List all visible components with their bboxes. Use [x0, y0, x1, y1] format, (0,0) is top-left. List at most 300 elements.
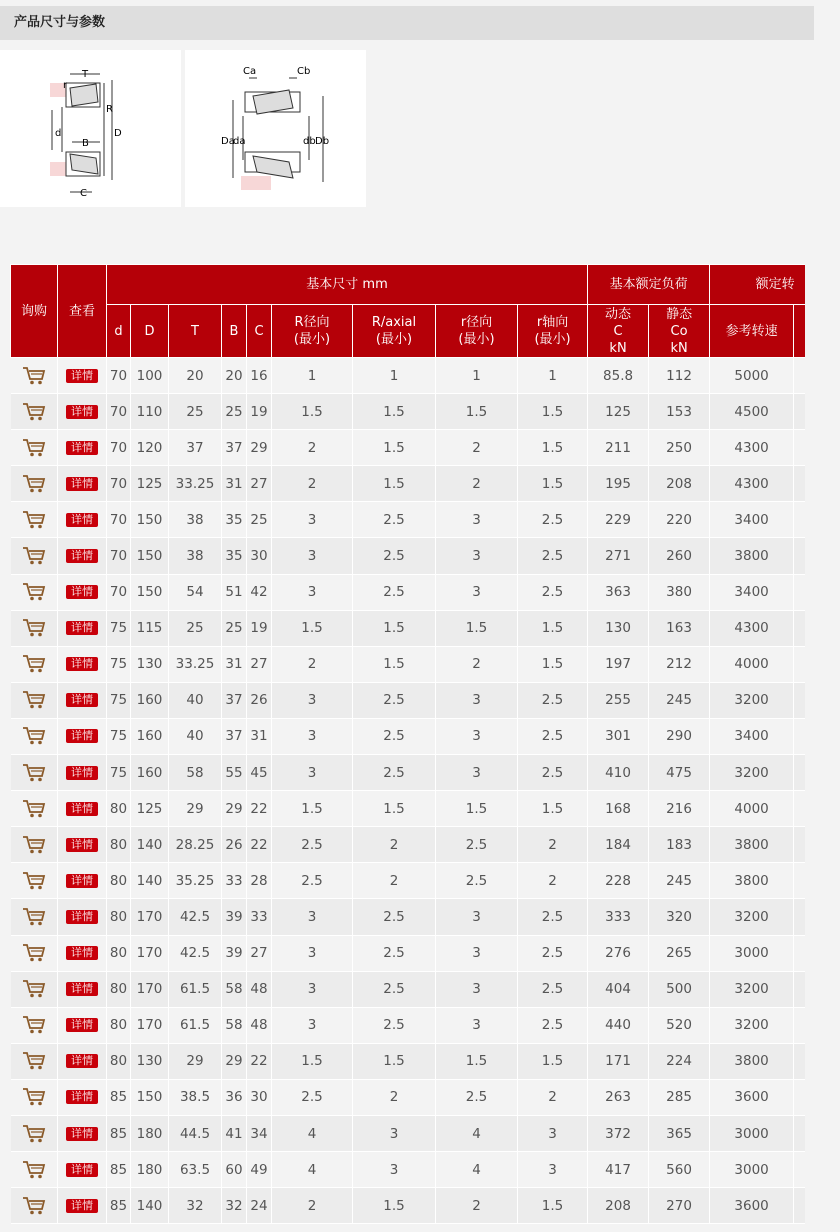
- detail-button[interactable]: 详情: [66, 946, 98, 960]
- cart-icon[interactable]: [22, 474, 46, 494]
- cell-dyn: 228: [588, 863, 649, 899]
- header-view: 查看: [58, 265, 107, 358]
- cell-c: 48: [247, 971, 272, 1007]
- cell-ra: 3: [353, 1115, 436, 1151]
- cell-rr: 3: [436, 755, 518, 791]
- detail-button[interactable]: 详情: [66, 1127, 98, 1141]
- cell-rr: 2: [272, 646, 353, 682]
- cell-speed: 4300: [710, 430, 794, 466]
- cell-b: 39: [222, 899, 247, 935]
- cell-d: 180: [131, 1152, 169, 1188]
- detail-button[interactable]: 详情: [66, 693, 98, 707]
- cell-t: 29: [169, 1043, 222, 1079]
- cell-dyn: 363: [588, 574, 649, 610]
- cell-d: 85: [107, 1079, 131, 1115]
- cell-c: 42: [247, 574, 272, 610]
- table-row: [11, 394, 806, 430]
- cell-dyn: 301: [588, 718, 649, 754]
- cell-ra: 2: [518, 863, 588, 899]
- cell-rr: 1.5: [272, 610, 353, 646]
- cell-speed: 3800: [710, 827, 794, 863]
- cell-b: 26: [222, 827, 247, 863]
- cell-rr: 2: [436, 1188, 518, 1224]
- cell-b: 31: [222, 646, 247, 682]
- cart-icon[interactable]: [22, 510, 46, 530]
- buy-cell: [11, 1007, 58, 1043]
- cart-icon[interactable]: [22, 1196, 46, 1216]
- cell-rr: 1.5: [272, 1043, 353, 1079]
- diagram-label-cb: Cb: [297, 66, 311, 77]
- cell-c: 48: [247, 1007, 272, 1043]
- cell-rr: 3: [436, 574, 518, 610]
- cart-icon[interactable]: [22, 907, 46, 927]
- cell-speed: 3600: [710, 1188, 794, 1224]
- cell-ra: 1: [353, 358, 436, 394]
- detail-button[interactable]: 详情: [66, 910, 98, 924]
- table-row: [11, 935, 806, 971]
- detail-button[interactable]: 详情: [66, 369, 98, 383]
- header-dynamic-load: 动态 C kN: [588, 305, 649, 358]
- cell-dyn: 197: [588, 646, 649, 682]
- detail-button[interactable]: 详情: [66, 1054, 98, 1068]
- table-row: [11, 1152, 806, 1188]
- cell-b: 60: [222, 1152, 247, 1188]
- cell-rr: 2: [436, 646, 518, 682]
- cell-dyn: 404: [588, 971, 649, 1007]
- cell-rr: 3: [272, 1007, 353, 1043]
- cell-stat: 475: [649, 755, 710, 791]
- view-cell: [58, 538, 107, 574]
- cell-rr: 1.5: [272, 791, 353, 827]
- cell-rr: 2.5: [436, 1079, 518, 1115]
- detail-button[interactable]: 详情: [66, 838, 98, 852]
- cell-c: 33: [247, 899, 272, 935]
- header-d-outer: D: [131, 305, 169, 358]
- cell-stat: 290: [649, 718, 710, 754]
- cell-rr: 3: [272, 971, 353, 1007]
- cell-b: 31: [222, 466, 247, 502]
- buy-cell: [11, 1152, 58, 1188]
- cell-stat: 224: [649, 1043, 710, 1079]
- cell-rr: 3: [272, 538, 353, 574]
- cell-speed: 4000: [710, 646, 794, 682]
- cell-rr: 1: [272, 358, 353, 394]
- cell-limit-speed: [794, 1188, 805, 1224]
- buy-cell: [11, 863, 58, 899]
- cell-stat: 216: [649, 791, 710, 827]
- detail-button[interactable]: 详情: [66, 802, 98, 816]
- cell-c: 34: [247, 1115, 272, 1151]
- cell-limit-speed: [794, 646, 805, 682]
- cell-d: 125: [131, 466, 169, 502]
- cell-t: 20: [169, 358, 222, 394]
- cell-speed: 3200: [710, 682, 794, 718]
- cell-d: 70: [107, 394, 131, 430]
- cell-stat: 560: [649, 1152, 710, 1188]
- cell-dyn: 85.8: [588, 358, 649, 394]
- view-cell: [58, 358, 107, 394]
- cell-t: 38: [169, 538, 222, 574]
- cell-t: 40: [169, 682, 222, 718]
- cell-d: 70: [107, 574, 131, 610]
- view-cell: [58, 610, 107, 646]
- cart-icon[interactable]: [22, 546, 46, 566]
- cell-ra: 2.5: [353, 755, 436, 791]
- cart-icon[interactable]: [22, 1087, 46, 1107]
- buy-cell: [11, 394, 58, 430]
- cell-c: 30: [247, 1079, 272, 1115]
- diagram-label-db-inner: db: [303, 136, 316, 147]
- detail-button[interactable]: 详情: [66, 1199, 98, 1213]
- cell-stat: 212: [649, 646, 710, 682]
- cart-icon[interactable]: [22, 871, 46, 891]
- cell-c: 31: [247, 718, 272, 754]
- cell-ra: 2.5: [353, 682, 436, 718]
- cell-limit-speed: [794, 1079, 805, 1115]
- cell-ra: 2: [353, 863, 436, 899]
- cell-rr: 3: [272, 502, 353, 538]
- cart-icon[interactable]: [22, 654, 46, 674]
- cell-b: 36: [222, 1079, 247, 1115]
- buy-cell: [11, 1043, 58, 1079]
- cell-speed: 4000: [710, 791, 794, 827]
- detail-button[interactable]: 详情: [66, 657, 98, 671]
- buy-cell: [11, 682, 58, 718]
- cell-b: 32: [222, 1188, 247, 1224]
- cart-icon[interactable]: [22, 943, 46, 963]
- diagram-label-t: T: [82, 69, 89, 80]
- cell-ra: 2.5: [518, 718, 588, 754]
- buy-cell: [11, 1188, 58, 1224]
- diagram-label-r: r: [63, 80, 68, 91]
- cell-b: 37: [222, 718, 247, 754]
- table-row: [11, 538, 806, 574]
- cell-d: 80: [107, 1007, 131, 1043]
- cell-rr: 2: [272, 430, 353, 466]
- cell-stat: 500: [649, 971, 710, 1007]
- cell-ra: 2.5: [518, 682, 588, 718]
- cell-speed: 4300: [710, 610, 794, 646]
- view-cell: [58, 1079, 107, 1115]
- cell-c: 29: [247, 430, 272, 466]
- detail-button[interactable]: 详情: [66, 1163, 98, 1177]
- cell-t: 29: [169, 791, 222, 827]
- cell-dyn: 255: [588, 682, 649, 718]
- cart-icon[interactable]: [22, 690, 46, 710]
- cell-ra: 1.5: [518, 646, 588, 682]
- cell-rr: 4: [436, 1115, 518, 1151]
- cell-d: 170: [131, 971, 169, 1007]
- cell-t: 58: [169, 755, 222, 791]
- cell-d: 85: [107, 1188, 131, 1224]
- cell-limit-speed: [794, 899, 805, 935]
- cell-dyn: 211: [588, 430, 649, 466]
- view-cell: [58, 1188, 107, 1224]
- cell-d: 130: [131, 646, 169, 682]
- cart-icon[interactable]: [22, 366, 46, 386]
- cell-ra: 2.5: [518, 899, 588, 935]
- detail-button[interactable]: 详情: [66, 1018, 98, 1032]
- cell-d: 170: [131, 899, 169, 935]
- cell-t: 63.5: [169, 1152, 222, 1188]
- detail-button[interactable]: 详情: [66, 766, 98, 780]
- cart-icon[interactable]: [22, 582, 46, 602]
- cell-c: 30: [247, 538, 272, 574]
- cell-ra: 1.5: [353, 466, 436, 502]
- cell-d: 85: [107, 1115, 131, 1151]
- detail-button[interactable]: 详情: [66, 585, 98, 599]
- cell-t: 42.5: [169, 935, 222, 971]
- cell-speed: 3600: [710, 1079, 794, 1115]
- cart-icon[interactable]: [22, 1124, 46, 1144]
- cart-icon[interactable]: [22, 438, 46, 458]
- cell-limit-speed: [794, 682, 805, 718]
- detail-button[interactable]: 详情: [66, 982, 98, 996]
- cell-rr: 3: [272, 574, 353, 610]
- cell-b: 33: [222, 863, 247, 899]
- table-row: [11, 502, 806, 538]
- cell-ra: 2: [353, 827, 436, 863]
- cell-stat: 163: [649, 610, 710, 646]
- cell-rr: 3: [272, 718, 353, 754]
- cell-d: 70: [107, 502, 131, 538]
- cart-icon[interactable]: [22, 763, 46, 783]
- cell-stat: 365: [649, 1115, 710, 1151]
- detail-button[interactable]: 详情: [66, 729, 98, 743]
- cell-d: 75: [107, 718, 131, 754]
- cell-c: 19: [247, 394, 272, 430]
- cell-d: 140: [131, 827, 169, 863]
- table-row: [11, 899, 806, 935]
- cell-stat: 245: [649, 682, 710, 718]
- view-cell: [58, 863, 107, 899]
- table-row: [11, 1079, 806, 1115]
- cell-rr: 3: [436, 502, 518, 538]
- cell-d: 70: [107, 358, 131, 394]
- cell-d: 150: [131, 502, 169, 538]
- cell-limit-speed: [794, 1007, 805, 1043]
- cell-rr: 3: [272, 682, 353, 718]
- buy-cell: [11, 430, 58, 466]
- cell-ra: 1.5: [518, 466, 588, 502]
- bearing-dimension-diagram: [0, 50, 181, 207]
- cell-speed: 3800: [710, 1043, 794, 1079]
- detail-button[interactable]: 详情: [66, 874, 98, 888]
- cell-stat: 380: [649, 574, 710, 610]
- cell-b: 20: [222, 358, 247, 394]
- cell-t: 28.25: [169, 827, 222, 863]
- cell-b: 35: [222, 538, 247, 574]
- table-row: [11, 646, 806, 682]
- cell-t: 37: [169, 430, 222, 466]
- cell-dyn: 171: [588, 1043, 649, 1079]
- cell-ra: 1.5: [518, 394, 588, 430]
- cell-b: 29: [222, 1043, 247, 1079]
- cell-speed: 3800: [710, 538, 794, 574]
- cell-t: 54: [169, 574, 222, 610]
- cell-ra: 2.5: [518, 971, 588, 1007]
- cell-speed: 3400: [710, 574, 794, 610]
- cell-t: 25: [169, 394, 222, 430]
- detail-button[interactable]: 详情: [66, 621, 98, 635]
- view-cell: [58, 646, 107, 682]
- cell-rr: 3: [436, 1007, 518, 1043]
- cell-dyn: 333: [588, 899, 649, 935]
- cell-ra: 2.5: [518, 574, 588, 610]
- cart-icon[interactable]: [22, 726, 46, 746]
- cell-speed: 4300: [710, 466, 794, 502]
- cell-d: 115: [131, 610, 169, 646]
- buy-cell: [11, 791, 58, 827]
- cell-speed: 3400: [710, 718, 794, 754]
- cell-rr: 3: [272, 935, 353, 971]
- cell-rr: 3: [436, 971, 518, 1007]
- detail-button[interactable]: 详情: [66, 549, 98, 563]
- cell-ra: 3: [353, 1152, 436, 1188]
- table-row: [11, 1188, 806, 1224]
- cart-icon[interactable]: [22, 799, 46, 819]
- buy-cell: [11, 827, 58, 863]
- view-cell: [58, 935, 107, 971]
- cell-d: 150: [131, 1079, 169, 1115]
- cell-b: 29: [222, 791, 247, 827]
- view-cell: [58, 466, 107, 502]
- cell-ra: 2.5: [518, 1007, 588, 1043]
- cell-ra: 2: [518, 827, 588, 863]
- table-row: [11, 827, 806, 863]
- diagram-label-d-upper: D: [114, 128, 122, 139]
- cell-ra: 1.5: [353, 430, 436, 466]
- cell-dyn: 125: [588, 394, 649, 430]
- cell-stat: 270: [649, 1188, 710, 1224]
- product-parameter-table-container[interactable]: [10, 264, 805, 1232]
- cart-icon[interactable]: [22, 618, 46, 638]
- cell-t: 38.5: [169, 1079, 222, 1115]
- cell-stat: 250: [649, 430, 710, 466]
- cart-icon[interactable]: [22, 1160, 46, 1180]
- cell-c: 28: [247, 863, 272, 899]
- view-cell: [58, 430, 107, 466]
- detail-button[interactable]: 详情: [66, 1090, 98, 1104]
- cell-t: 38: [169, 502, 222, 538]
- cell-ra: 2.5: [518, 502, 588, 538]
- cart-icon[interactable]: [22, 402, 46, 422]
- buy-cell: [11, 538, 58, 574]
- cell-stat: 265: [649, 935, 710, 971]
- detail-button[interactable]: 详情: [66, 513, 98, 527]
- cell-d: 125: [131, 791, 169, 827]
- cell-b: 35: [222, 502, 247, 538]
- cell-rr: 2.5: [436, 863, 518, 899]
- cell-stat: 260: [649, 538, 710, 574]
- cell-rr: 1: [436, 358, 518, 394]
- cell-t: 40: [169, 718, 222, 754]
- cell-rr: 2.5: [436, 827, 518, 863]
- table-row: [11, 791, 806, 827]
- cell-d: 150: [131, 538, 169, 574]
- cell-c: 27: [247, 935, 272, 971]
- buy-cell: [11, 610, 58, 646]
- cell-t: 44.5: [169, 1115, 222, 1151]
- cell-d: 75: [107, 610, 131, 646]
- buy-cell: [11, 935, 58, 971]
- cart-icon[interactable]: [22, 1015, 46, 1035]
- table-row: [11, 682, 806, 718]
- cell-d: 75: [107, 682, 131, 718]
- cart-icon[interactable]: [22, 1051, 46, 1071]
- cell-speed: 3000: [710, 1115, 794, 1151]
- cell-speed: 3200: [710, 1007, 794, 1043]
- cell-t: 33.25: [169, 646, 222, 682]
- cell-limit-speed: [794, 863, 805, 899]
- cell-limit-speed: [794, 1115, 805, 1151]
- cell-ra: 1: [518, 358, 588, 394]
- table-row: [11, 358, 806, 394]
- cell-ra: 1.5: [353, 1043, 436, 1079]
- mounting-dimension-diagram: [185, 50, 366, 207]
- cell-d: 80: [107, 827, 131, 863]
- cell-ra: 2.5: [518, 755, 588, 791]
- cell-t: 42.5: [169, 899, 222, 935]
- cart-icon[interactable]: [22, 835, 46, 855]
- cell-c: 49: [247, 1152, 272, 1188]
- cell-limit-speed: [794, 538, 805, 574]
- table-row: [11, 1115, 806, 1151]
- buy-cell: [11, 899, 58, 935]
- buy-cell: [11, 502, 58, 538]
- cell-ra: 2: [518, 1079, 588, 1115]
- cell-speed: 3000: [710, 1152, 794, 1188]
- cell-limit-speed: [794, 502, 805, 538]
- cell-d: 80: [107, 899, 131, 935]
- cell-dyn: 410: [588, 755, 649, 791]
- header-c: C: [247, 305, 272, 358]
- view-cell: [58, 1115, 107, 1151]
- cell-b: 37: [222, 682, 247, 718]
- cell-ra: 1.5: [353, 610, 436, 646]
- buy-cell: [11, 358, 58, 394]
- cell-rr: 4: [272, 1152, 353, 1188]
- cell-d: 140: [131, 1188, 169, 1224]
- detail-button[interactable]: 详情: [66, 477, 98, 491]
- header-r-radial: R径向 (最小): [272, 305, 353, 358]
- cell-ra: 1.5: [353, 646, 436, 682]
- cell-t: 33.25: [169, 466, 222, 502]
- cell-rr: 2.5: [272, 1079, 353, 1115]
- cell-rr: 4: [436, 1152, 518, 1188]
- cell-ra: 2.5: [353, 899, 436, 935]
- cell-ra: 3: [518, 1115, 588, 1151]
- cell-d: 80: [107, 971, 131, 1007]
- cell-d: 75: [107, 646, 131, 682]
- table-row: [11, 755, 806, 791]
- buy-cell: [11, 971, 58, 1007]
- cell-rr: 1.5: [436, 610, 518, 646]
- cell-rr: 2: [272, 466, 353, 502]
- detail-button[interactable]: 详情: [66, 441, 98, 455]
- header-basic-dimensions: 基本尺寸 mm: [107, 265, 588, 305]
- buy-cell: [11, 646, 58, 682]
- cell-rr: 2.5: [272, 863, 353, 899]
- detail-button[interactable]: 详情: [66, 405, 98, 419]
- cart-icon[interactable]: [22, 979, 46, 999]
- view-cell: [58, 971, 107, 1007]
- cell-d: 80: [107, 935, 131, 971]
- table-row: [11, 1043, 806, 1079]
- cell-rr: 3: [436, 682, 518, 718]
- cell-dyn: 417: [588, 1152, 649, 1188]
- cell-d: 120: [131, 430, 169, 466]
